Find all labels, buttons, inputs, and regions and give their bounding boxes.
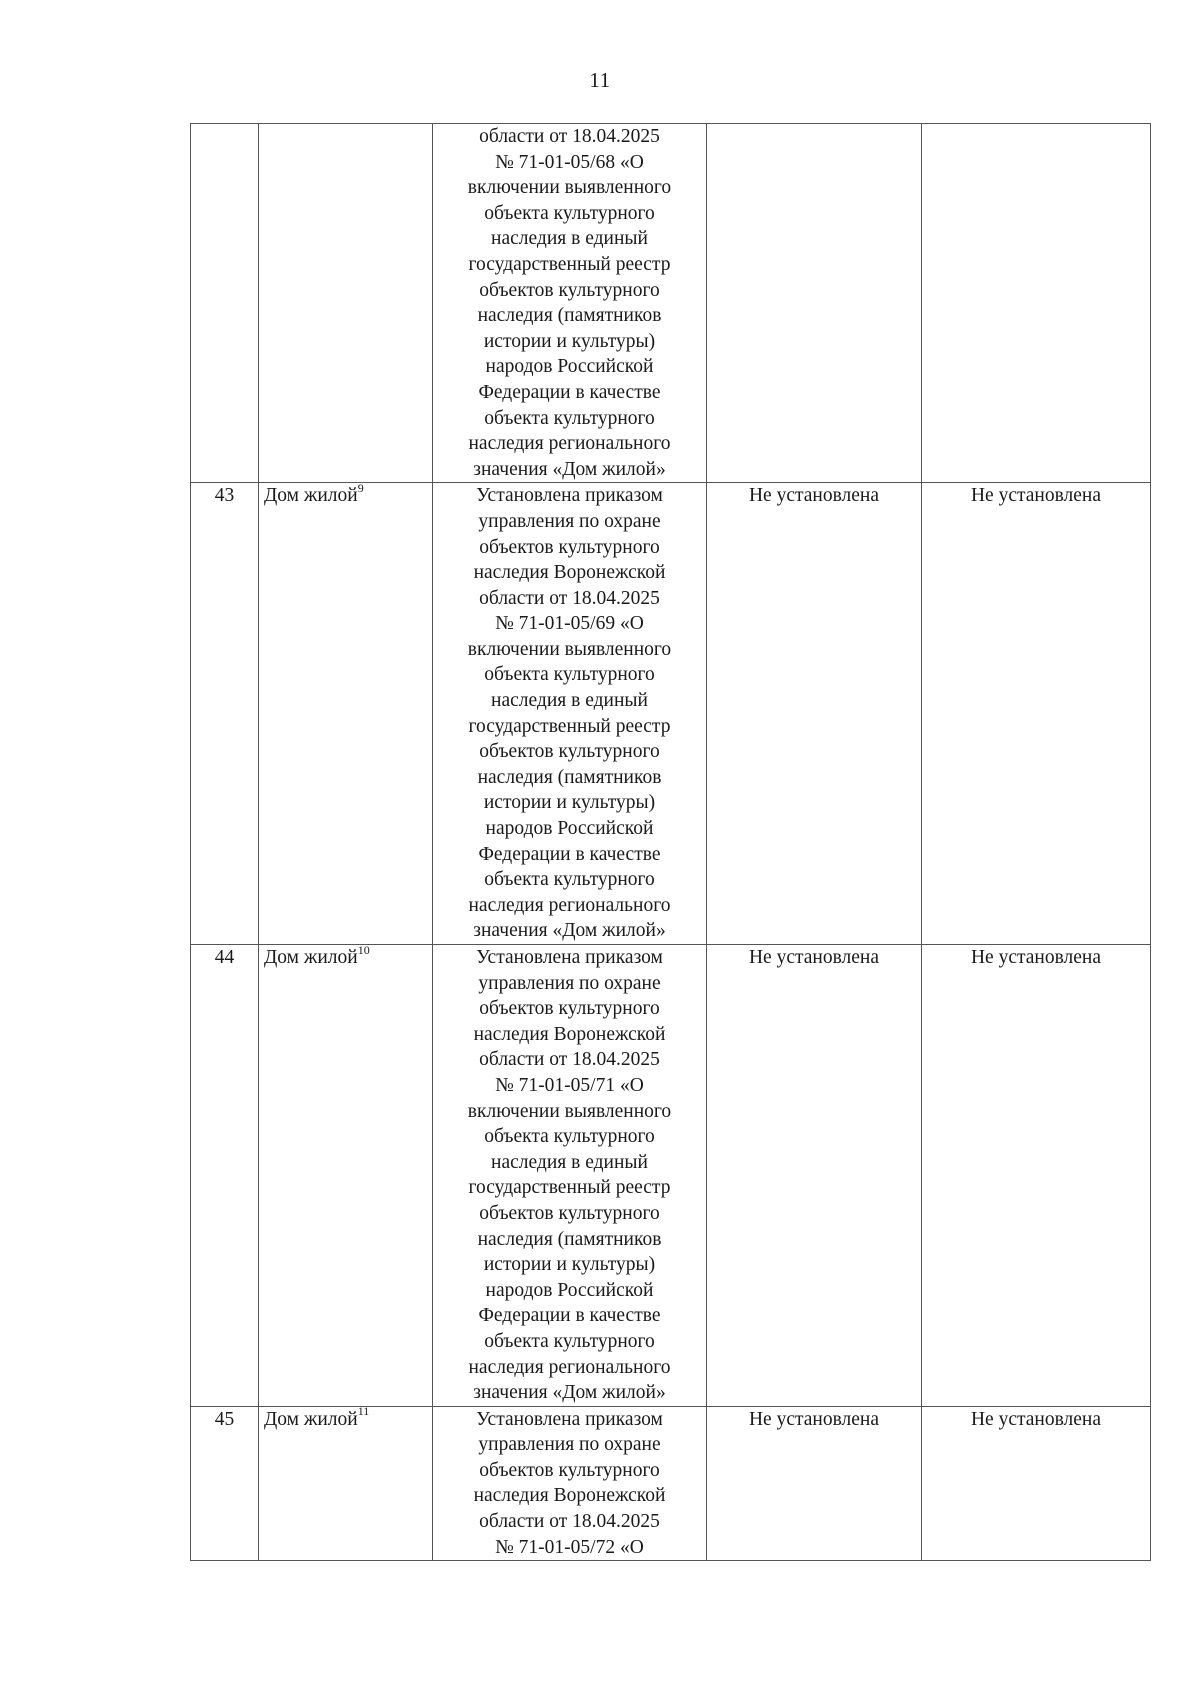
col5-cell: Не установлена	[922, 1406, 1151, 1561]
basis-line: объекта культурного	[484, 1330, 655, 1352]
table-row	[191, 124, 1151, 483]
basis-line: наследия регионального	[468, 433, 671, 455]
basis-cell	[433, 483, 707, 945]
basis-line: истории и культуры)	[483, 792, 656, 814]
page-number: 11	[589, 68, 611, 92]
basis-line: объектов культурного	[479, 998, 660, 1020]
basis-line: Установлена приказом	[476, 1408, 663, 1430]
basis-line: управления по охране	[478, 1434, 661, 1456]
basis-cell	[433, 124, 707, 483]
basis-line: объектов культурного	[479, 536, 660, 558]
basis-line: наследия в единый	[491, 228, 648, 250]
basis-line: объекта культурного	[484, 1126, 655, 1148]
basis-line: Федерации в качестве	[478, 843, 661, 865]
basis-line: наследия Воронежской	[473, 562, 666, 584]
basis-line: объектов культурного	[479, 279, 660, 301]
basis-line: наследия регионального	[468, 1356, 671, 1378]
basis-line: значения «Дом жилой»	[473, 1382, 666, 1404]
basis-line: объекта культурного	[484, 869, 655, 891]
basis-line: № 71-01-05/72 «О	[495, 1536, 644, 1558]
basis-line: значения «Дом жилой»	[473, 458, 666, 480]
table-body	[191, 124, 1151, 1561]
object-name: Дом жилой	[264, 1408, 358, 1430]
row-number-cell: 45	[191, 1406, 259, 1561]
basis-line: объекта культурного	[484, 407, 655, 429]
col4-cell: Не установлена	[707, 1406, 922, 1561]
basis-line: наследия в единый	[491, 1151, 648, 1173]
col4-cell	[707, 124, 922, 483]
col5-cell	[922, 124, 1151, 483]
row-number-cell	[191, 124, 259, 483]
basis-line: наследия (памятников	[477, 305, 662, 327]
col5-cell: Не установлена	[922, 945, 1151, 1407]
footnote-marker: 11	[357, 1404, 370, 1419]
basis-line: № 71-01-05/71 «О	[495, 1074, 644, 1096]
basis-line: включении выявленного	[467, 638, 672, 660]
basis-line: наследия (памятников	[477, 766, 662, 788]
basis-line: наследия регионального	[468, 894, 671, 916]
col4-cell: Не установлена	[707, 945, 922, 1407]
basis-line: народов Российской	[485, 1279, 654, 1301]
heritage-objects-table	[190, 123, 1151, 1561]
col5-cell: Не установлена	[922, 483, 1151, 945]
basis-line: наследия Воронежской	[473, 1485, 666, 1507]
object-name-cell	[259, 942, 433, 1407]
basis-line: наследия (памятников	[477, 1228, 662, 1250]
basis-line: Федерации в качестве	[478, 381, 661, 403]
basis-line: истории и культуры)	[483, 1254, 656, 1276]
basis-line: области от 18.04.2025	[479, 1049, 660, 1071]
col4-cell: Не установлена	[707, 483, 922, 945]
basis-line: объектов культурного	[479, 1459, 660, 1481]
object-name-cell	[259, 124, 433, 483]
basis-line: области от 18.04.2025	[479, 587, 660, 609]
object-name: Дом жилой	[264, 947, 358, 968]
basis-line: объектов культурного	[479, 741, 660, 763]
footnote-marker: 10	[357, 942, 370, 957]
basis-line: государственный реестр	[468, 1177, 671, 1199]
basis-line: управления по охране	[478, 972, 661, 994]
basis-line: включении выявленного	[467, 177, 672, 199]
basis-line: управления по охране	[478, 510, 661, 532]
basis-line: области от 18.04.2025	[479, 1511, 660, 1533]
object-name-cell	[259, 1406, 433, 1561]
basis-line: государственный реестр	[468, 715, 671, 737]
basis-line: Федерации в качестве	[478, 1305, 661, 1327]
basis-line: значения «Дом жилой»	[473, 920, 666, 942]
row-number-cell: 43	[191, 483, 259, 945]
object-name: Дом жилой	[264, 485, 358, 507]
basis-line: государственный реестр	[468, 253, 671, 275]
basis-line: № 71-01-05/68 «О	[495, 151, 644, 173]
basis-line: области от 18.04.2025	[479, 126, 660, 147]
footnote-marker: 9	[357, 480, 364, 495]
table-row	[191, 1406, 1151, 1561]
basis-line: народов Российской	[485, 818, 654, 840]
basis-line: Установлена приказом	[476, 485, 663, 507]
table-row	[191, 483, 1151, 945]
basis-line: истории и культуры)	[483, 330, 656, 352]
basis-line: объектов культурного	[479, 1202, 660, 1224]
basis-line: народов Российской	[485, 356, 654, 378]
basis-line: наследия Воронежской	[473, 1023, 666, 1045]
row-number-cell: 44	[191, 945, 259, 1407]
basis-cell	[433, 1406, 707, 1561]
basis-line: объекта культурного	[484, 664, 655, 686]
basis-line: объекта культурного	[484, 202, 655, 224]
basis-line: Установлена приказом	[476, 947, 663, 968]
basis-line: включении выявленного	[467, 1100, 672, 1122]
basis-line: № 71-01-05/69 «О	[495, 613, 644, 635]
basis-cell	[433, 945, 707, 1407]
basis-line: наследия в единый	[491, 690, 648, 712]
table-row	[191, 945, 1151, 1407]
object-name-cell	[259, 480, 433, 945]
